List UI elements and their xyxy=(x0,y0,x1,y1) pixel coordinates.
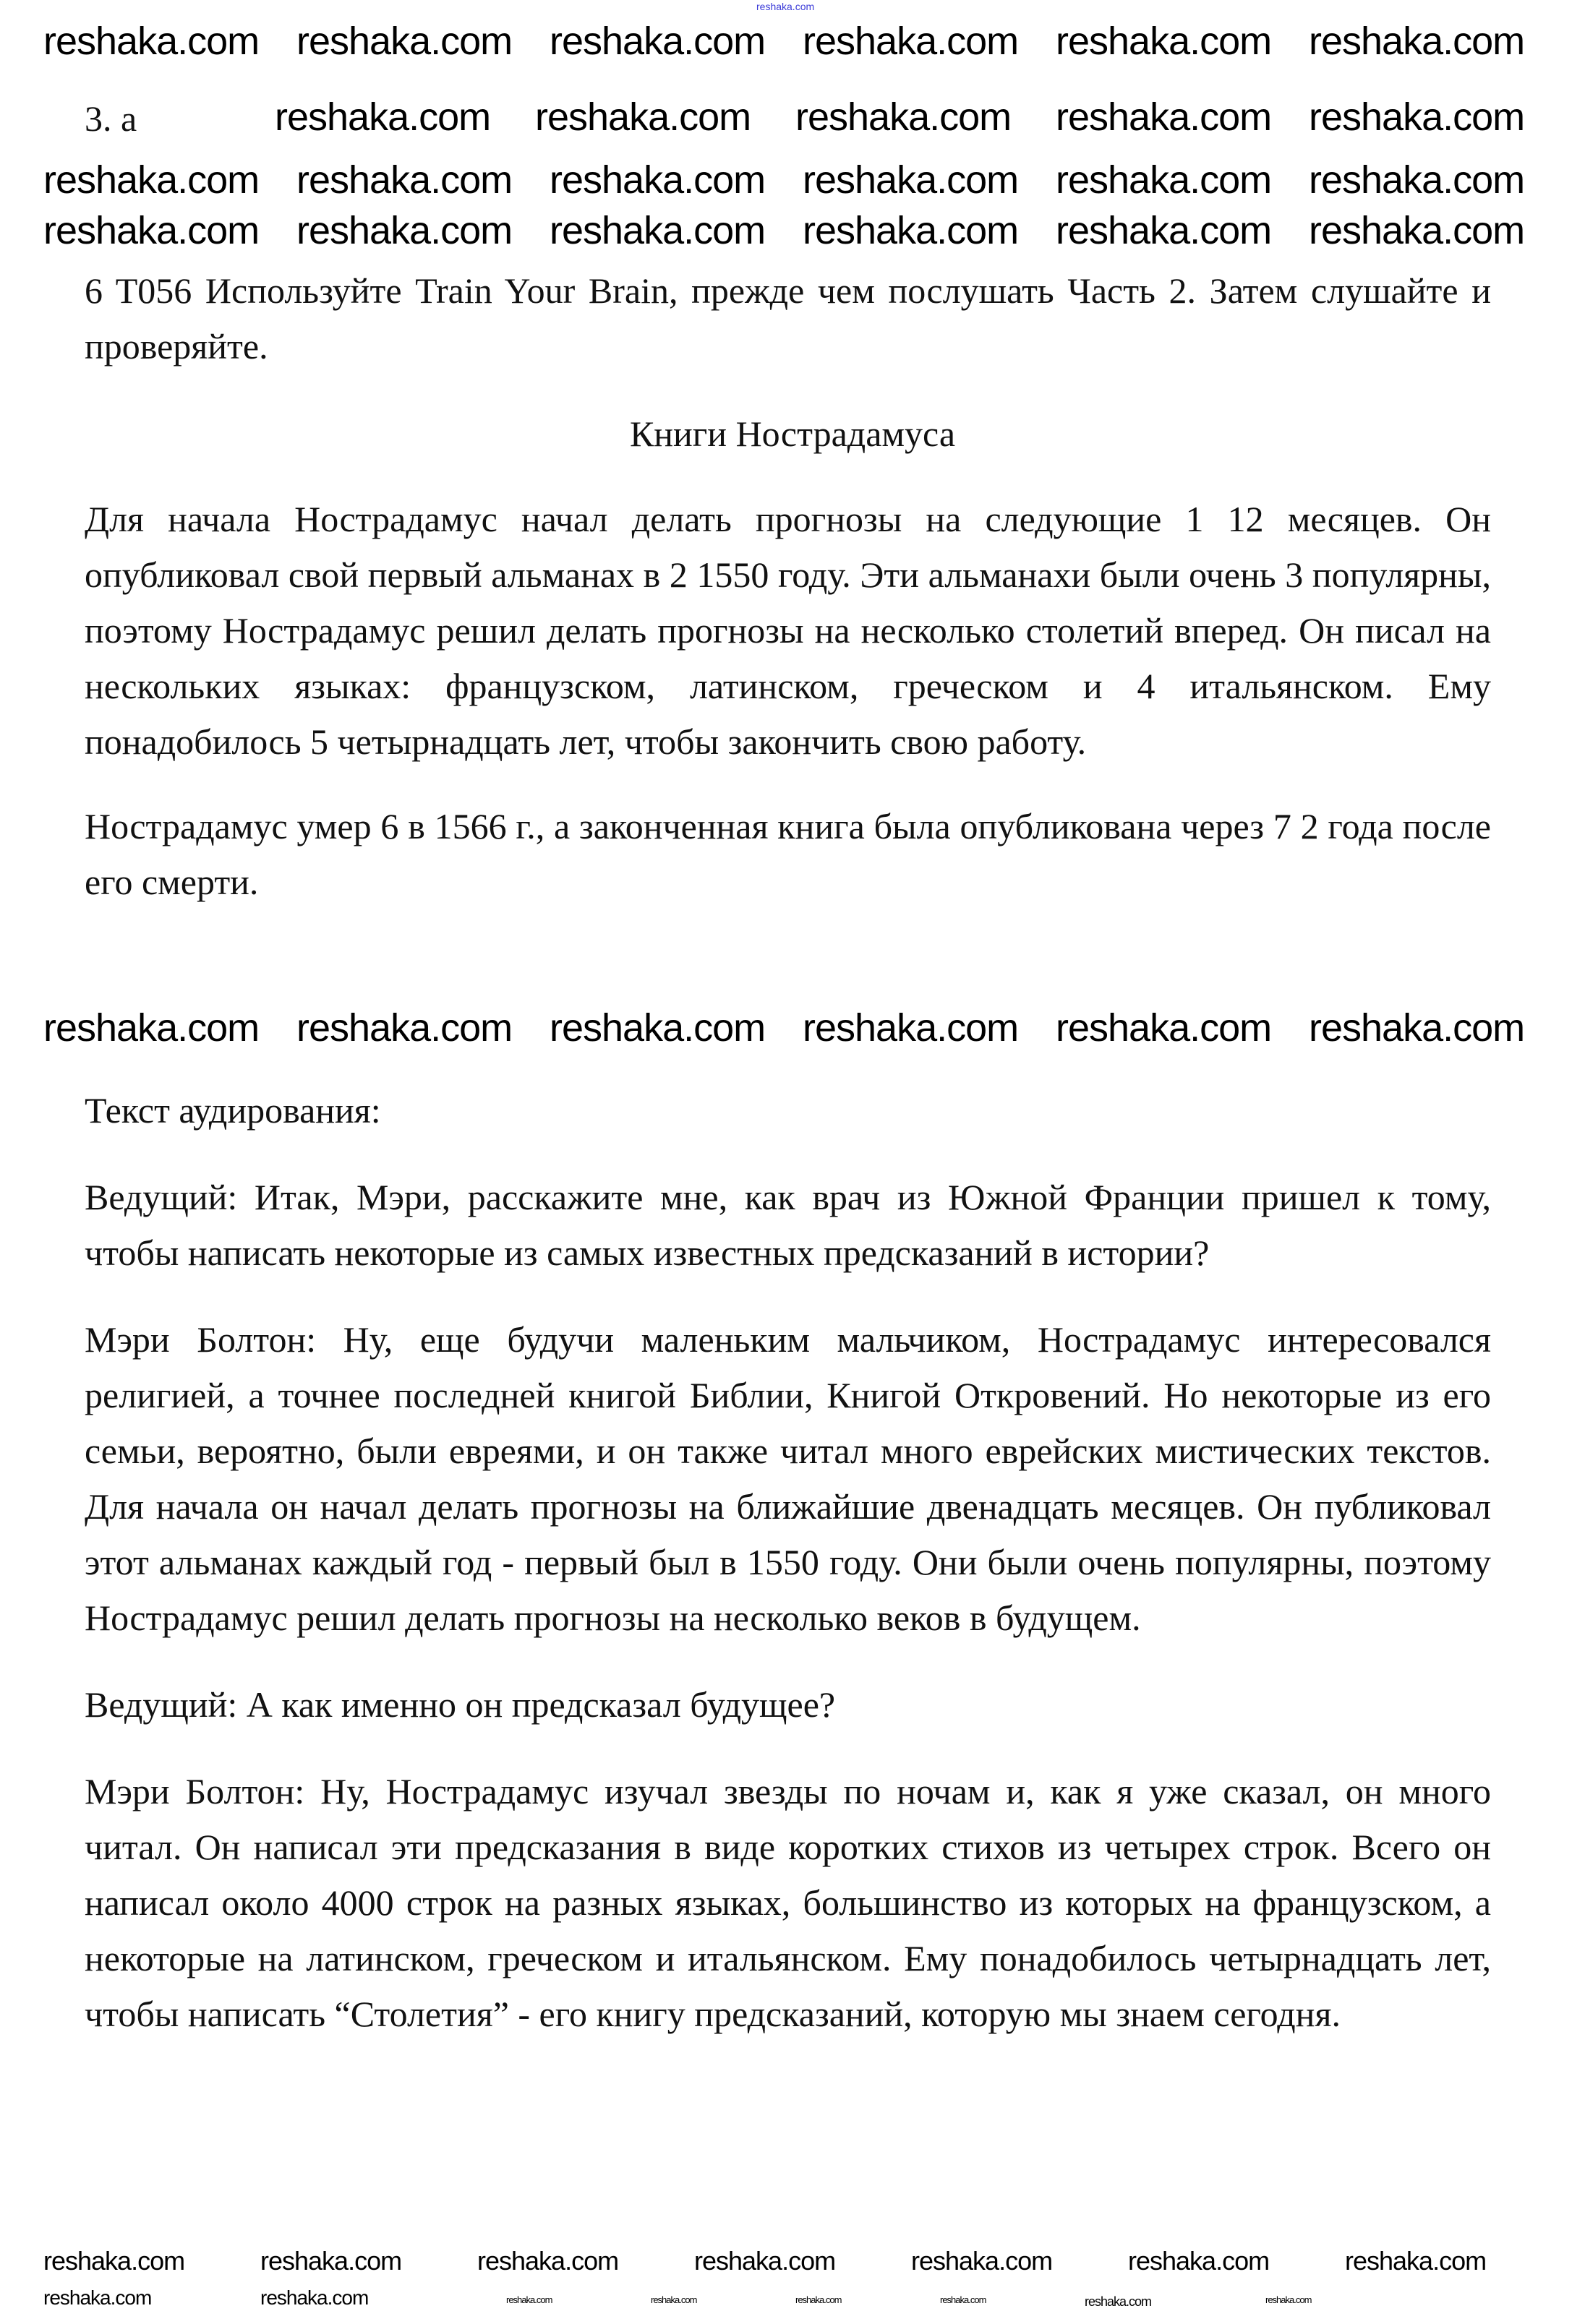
watermark: reshaka.com xyxy=(803,209,1019,252)
watermark: reshaka.com xyxy=(296,20,513,63)
watermark: reshaka.com xyxy=(1085,2294,1152,2309)
watermark: reshaka.com xyxy=(1056,95,1272,139)
watermark-top[interactable]: reshaka.com xyxy=(756,1,815,12)
transcript-line: Мэри Болтон: Ну, Нострадамус изучал звезды по ночам и, как я уже сказал, он много читал. Он написал эти предсказания в виде коротких стихов из четырех строк. Всего он написал около 4000 строк на разных языках, большинство из которых на французском, а некоторые на латинском, греческом и итальянском. Ему понадобилось четырнадцать лет, чтобы написать “Столетия” - его книгу предсказаний, которую мы знаем сегодня. xyxy=(85,1771,1491,2034)
watermark: reshaka.com xyxy=(260,2246,402,2276)
watermark: reshaka.com xyxy=(795,2294,842,2305)
watermark: reshaka.com xyxy=(1056,158,1272,202)
paragraph: Нострадамус умер 6 в 1566 г., а законченная книга была опубликована через 7 2 года после его смерти. xyxy=(85,806,1491,902)
watermark: reshaka.com xyxy=(803,158,1019,202)
watermark: reshaka.com xyxy=(43,2246,185,2276)
watermark: reshaka.com xyxy=(550,20,766,63)
watermark: reshaka.com xyxy=(1056,209,1272,252)
watermark: reshaka.com xyxy=(550,158,766,202)
watermark: reshaka.com xyxy=(296,1006,513,1050)
watermark: reshaka.com xyxy=(940,2294,986,2305)
watermark: reshaka.com xyxy=(535,95,751,139)
watermark: reshaka.com xyxy=(1265,2294,1312,2305)
watermark: reshaka.com xyxy=(694,2246,836,2276)
watermark: reshaka.com xyxy=(803,20,1019,63)
watermark: reshaka.com xyxy=(260,2286,369,2309)
task-instruction xyxy=(85,263,1491,374)
watermark: reshaka.com xyxy=(1056,1006,1272,1050)
watermark: reshaka.com xyxy=(911,2246,1053,2276)
watermark: reshaka.com xyxy=(795,95,1012,139)
paragraph: Для начала Нострадамус начал делать прогнозы на следующие 1 12 месяцев. Он опубликовал свой первый альманах в 2 1550 году. Эти альманахи были очень 3 популярны, поэтому Нострадамус решил делать прогнозы на несколько столетий вперед. Он писал на нескольких языках: французском, латинском, греческом и 4 итальянском. Ему понадобилось 5 четырнадцать лет, чтобы закончить свою работу. xyxy=(85,499,1491,762)
transcript xyxy=(85,1170,1491,2042)
watermark: reshaka.com xyxy=(1309,158,1525,202)
watermark: reshaka.com xyxy=(296,158,513,202)
watermark: reshaka.com xyxy=(1128,2246,1270,2276)
watermark: reshaka.com xyxy=(43,158,260,202)
watermark: reshaka.com xyxy=(506,2294,552,2305)
watermark: reshaka.com xyxy=(477,2246,619,2276)
task-text: 6 T056 Используйте Train Your Brain, прежде чем послушать Часть 2. Затем слушайте и проверяйте. xyxy=(85,270,1491,366)
answer-text: 3. а xyxy=(85,98,137,139)
watermark: reshaka.com xyxy=(43,1006,260,1050)
watermark: reshaka.com xyxy=(275,95,491,139)
transcript-line: Ведущий: А как именно он предсказал будущее? xyxy=(85,1684,836,1725)
watermark: reshaka.com xyxy=(1309,209,1525,252)
transcript-line: Ведущий: Итак, Мэри, расскажите мне, как врач из Южной Франции пришел к тому, чтобы написать некоторые из самых известных предсказаний в истории? xyxy=(85,1177,1491,1273)
watermark: reshaka.com xyxy=(43,2286,152,2309)
watermark: reshaka.com xyxy=(1309,1006,1525,1050)
watermark: reshaka.com xyxy=(1345,2246,1487,2276)
watermark: reshaka.com xyxy=(550,1006,766,1050)
watermark: reshaka.com xyxy=(651,2294,697,2305)
watermark: reshaka.com xyxy=(43,209,260,252)
watermark: reshaka.com xyxy=(550,209,766,252)
watermark: reshaka.com xyxy=(43,20,260,63)
gap-fill-text xyxy=(85,492,1491,910)
watermark: reshaka.com xyxy=(1056,20,1272,63)
watermark: reshaka.com xyxy=(1309,95,1525,139)
text-title: Книги Нострадамуса xyxy=(629,413,956,454)
watermark: reshaka.com xyxy=(1309,20,1525,63)
watermark: reshaka.com xyxy=(803,1006,1019,1050)
watermark: reshaka.com xyxy=(296,209,513,252)
transcript-heading: Текст аудирования: xyxy=(85,1090,381,1131)
transcript-line: Мэри Болтон: Ну, еще будучи маленьким мальчиком, Нострадамус интересовался религией, а точнее последней книгой Библии, Книгой Откровений. Но некоторые из его семьи, вероятно, были евреями, и он также читал много еврейских мистических текстов. Для начала он начал делать прогнозы на ближайшие двенадцать месяцев. Он публиковал этот альманах каждый год - первый был в 1550 году. Они были очень популярны, поэтому Нострадамус решил делать прогнозы на несколько веков в будущем. xyxy=(85,1319,1491,1638)
